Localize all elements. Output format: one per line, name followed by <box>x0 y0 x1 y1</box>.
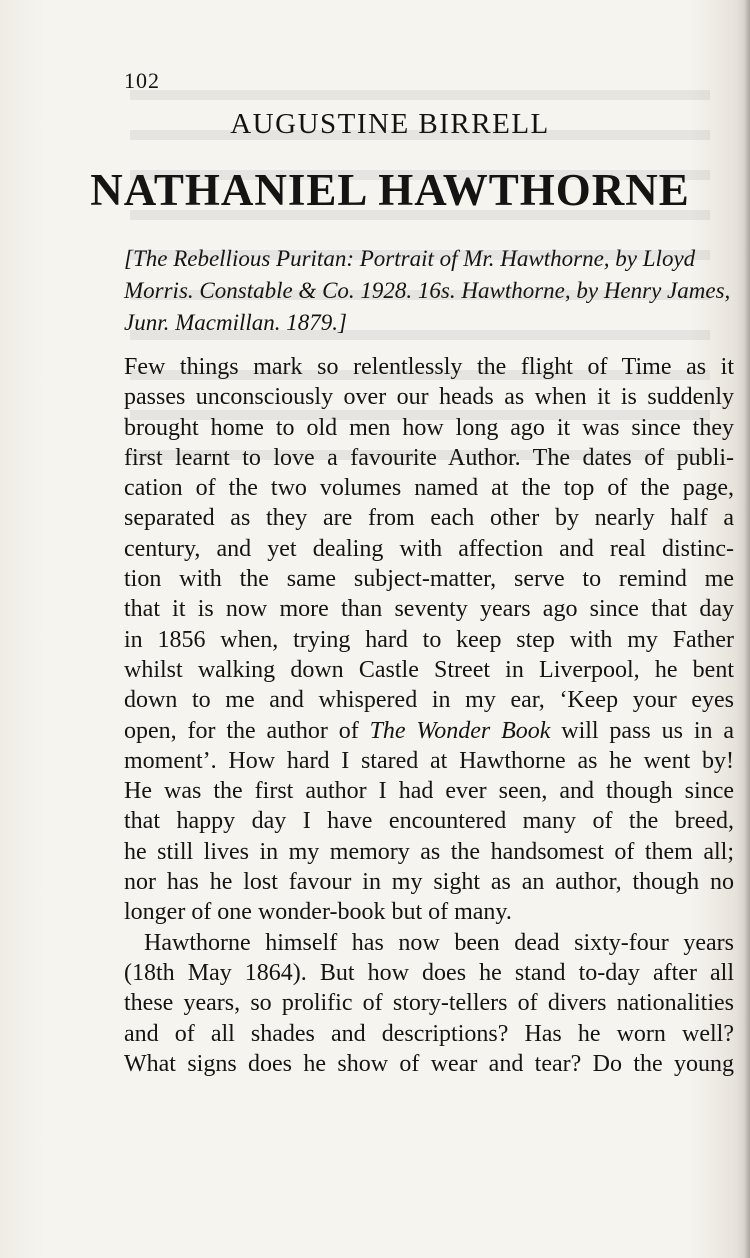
paragraph-1-line: cation of the two volumes named at the top of the page, <box>124 475 734 502</box>
citation-line: Junr. Macmillan. 1879.] <box>124 310 347 335</box>
body-text <box>124 352 734 1079</box>
paragraph-1-line: brought home to old men how long ago it was since they <box>124 414 734 441</box>
paragraph-1-line: he still lives in my memory as the handsomest of them all; <box>124 838 734 865</box>
author-name: AUGUSTINE BIRRELL <box>230 108 550 140</box>
paragraph-1-line: passes unconsciously over our heads as when it is suddenly <box>124 384 734 411</box>
paragraph-1-line: that it is now more than seventy years ago since that day <box>124 596 734 623</box>
paragraph-1-line: down to me and whispered in my ear, ‘Keep your eyes <box>124 687 734 714</box>
paragraph-2-line: (18th May 1864). But how does he stand to-day after all <box>124 959 734 986</box>
paragraph-1-line: He was the first author I had ever seen, and though since <box>124 778 734 805</box>
paragraph-1-line: that happy day I have encountered many of the breed, <box>124 808 734 835</box>
citation-block <box>124 243 734 339</box>
paragraph-1-line: whilst walking down Castle Street in Liverpool, he bent <box>124 656 734 683</box>
paragraph-1-line: moment’. How hard I stared at Hawthorne as he went by! <box>124 747 734 774</box>
paragraph-1-line: in 1856 when, trying hard to keep step with my Father <box>124 626 734 653</box>
paragraph-1-line: Few things mark so relentlessly the flight of Time as it <box>124 354 734 380</box>
paragraph-2-line: What signs does he show of wear and tear? Do the young <box>124 1050 734 1077</box>
paragraph-2-line: these years, so prolific of story-tellers of divers nationalities <box>124 990 734 1017</box>
paragraph-1-line: first learnt to love a favourite Author. The dates of publi- <box>124 444 734 471</box>
line-text: open, for the author of <box>124 717 370 744</box>
paragraph-1-line <box>124 716 734 746</box>
citation-line: [The Rebellious Puritan: Portrait of Mr. Hawthorne, by Lloyd <box>124 246 696 271</box>
paragraph-1-line: century, and yet dealing with affection and real distinc- <box>124 535 734 562</box>
essay-title: NATHANIEL HAWTHORNE <box>90 165 690 215</box>
paragraph-1-line: longer of one wonder-book but of many. <box>124 899 512 926</box>
paragraph-1-line: tion with the same subject-matter, serve to remind me <box>124 566 734 593</box>
page-number: 102 <box>124 68 160 93</box>
paragraph-2-line: and of all shades and descriptions? Has he worn well? <box>124 1020 734 1047</box>
line-text: will pass us in a <box>550 717 734 744</box>
paragraph-2-line: Hawthorne himself has now been dead sixty-four years <box>144 929 734 956</box>
citation-line: Morris. Constable & Co. 1928. 16s. Hawthorne, by Henry James, <box>124 278 731 303</box>
paragraph-1-line: separated as they are from each other by nearly half a <box>124 505 734 532</box>
book-title: The Wonder Book <box>369 717 551 744</box>
paragraph-1-line: nor has he lost favour in my sight as an author, though no <box>124 869 734 896</box>
